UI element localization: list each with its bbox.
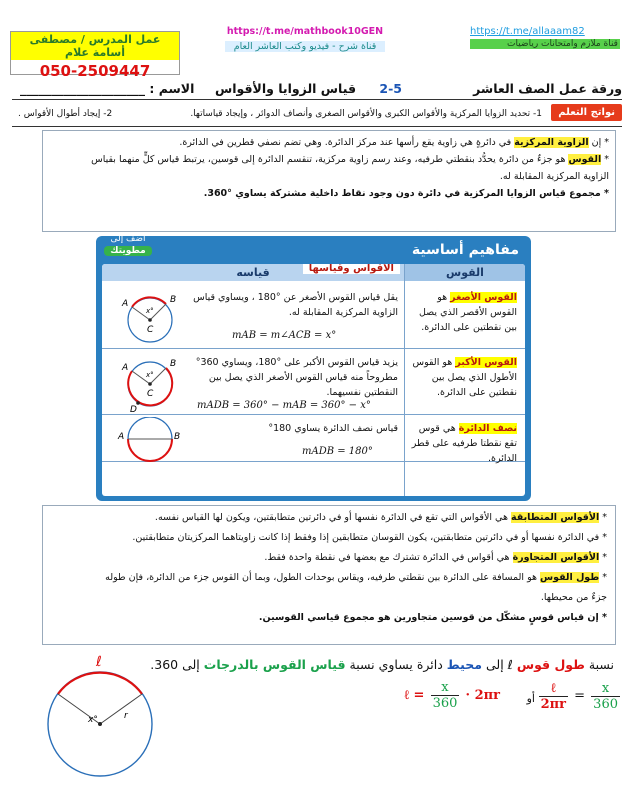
- semicircle-formula: mADB = 180°: [302, 446, 373, 457]
- teacher-box: [10, 31, 180, 80]
- concept-table: [102, 264, 525, 496]
- teacher-name: عمل المدرس / مصطفى أسامة علام: [11, 32, 179, 60]
- add-to-foldable: أضف إلى مطويتك: [104, 234, 152, 256]
- goals-badge: نواتج التعلم: [551, 104, 622, 121]
- learning-goals: [12, 104, 622, 124]
- arc-addition: * إن قياس قوسٍ مشكّل من قوسين متجاورين هو مجموع قياسي القوسين.: [258, 612, 607, 623]
- name-field[interactable]: الاسم : ____________________: [20, 81, 195, 96]
- worksheet-title: ورقة عمل الصف العاشر: [473, 81, 622, 96]
- minor-arc-formula: mAB = m∠ACB = x°: [232, 330, 337, 341]
- arc-properties-box: [42, 505, 616, 645]
- minor-arc-measure: يقل قياس القوس الأصغر عن °180 ، ويساوي قياس الزاوية المركزية المقابلة له.: [193, 292, 398, 318]
- angle-label: x°: [88, 715, 98, 725]
- mathbook-link[interactable]: https://t.me/mathbook10GEN: [226, 26, 384, 37]
- radius-label: r: [124, 711, 128, 721]
- arc-length-cont: جزءٌ من محيطها.: [540, 592, 607, 603]
- arc-length-equations: [250, 680, 630, 720]
- concept-subtitle: الأقواس وقياسها: [303, 264, 400, 274]
- lesson-number: 2-5: [379, 81, 402, 96]
- col-arc-header: القوس: [405, 264, 525, 281]
- channel-link-right[interactable]: [470, 26, 620, 49]
- equation-1: ℓ = $\frac{x}{360}$ · 2πr: [404, 680, 500, 711]
- allaaam-link[interactable]: https://t.me/allaaam82: [470, 26, 585, 37]
- semicircle-diagram: [108, 417, 188, 463]
- svg-text:B: B: [174, 432, 181, 442]
- svg-text:D: D: [130, 405, 137, 414]
- divider: [12, 126, 622, 127]
- semicircle-measure: قياس نصف الدائرة يساوي 180°: [268, 423, 398, 434]
- teacher-phone: 050-2509447: [39, 62, 151, 80]
- goal-1: 1- تحديد الزوايا المركزية والأقواس الكبرى والأقواس الصغرى وأنصاف الدوائر ، وإيجاد قياساتها.: [190, 109, 542, 119]
- major-arc-diagram: [108, 352, 188, 414]
- goal-2: 2- إيجاد أطوال الأقواس .: [18, 109, 113, 119]
- def-arc: * القوس هو جزءٌ من دائرة يحدُّد بنقطتي طرفيه، وعند رسم زاوية مركزية، تنقسم الدائرة إلى قوسين، يرتبط قياس كلٍّ منهما بقياس: [91, 154, 609, 165]
- key-concepts: [96, 236, 531, 501]
- ell-label: ℓ: [96, 654, 102, 670]
- concept-title: مفاهيم أساسية: [411, 242, 519, 258]
- svg-text:A: A: [122, 299, 129, 309]
- semicircle-def: نصف الدائرة هي قوس تقع نقطتا طرفيه على قطر الدائرة.: [411, 423, 517, 464]
- col-measure-header: قياسه: [102, 264, 404, 281]
- allaaam-subtitle: قناة ملازم وامتحانات رياضيات: [470, 39, 620, 49]
- arc-length-diagram: [40, 652, 170, 787]
- svg-text:C: C: [147, 389, 154, 399]
- title-row: [12, 78, 622, 98]
- arc-length: * طول القوس هو المسافة على الدائرة بين نقطتي طرفيه، ويقاس بوحدات الطول، وبما أن القوس جزء من الدائرة، فإن طوله: [105, 572, 607, 583]
- definitions-box: [42, 130, 616, 232]
- major-arc-def: القوس الأكبر هو القوس الأطول الذي يصل بين نقطتين على الدائرة.: [412, 357, 517, 398]
- minor-arc-def: القوس الأصغر هو القوس الأقصر الذي يصل بين نقطتين على الدائرة.: [418, 292, 517, 333]
- mathbook-subtitle: قناة شرح - فيديو وكتب العاشر العام: [225, 41, 385, 52]
- divider: [12, 99, 622, 100]
- svg-text:A: A: [118, 432, 125, 442]
- or-label: أو: [526, 692, 535, 705]
- major-arc-measure: يزيد قياس القوس الأكبر على °180، ويساوي 360° مطروحاً منه قياس القوس الأصغر الذي يصل بين النقطتين نفسيهما.: [195, 357, 398, 398]
- svg-text:x°: x°: [146, 307, 154, 315]
- congruent-arcs-rule: * في الدائرة نفسها أو في دائرتين متطابقتين، يكون القوسان متطابقين إذا وفقط إذا كانت زاويتاهما المركزيتان متطابقتين.: [132, 532, 607, 543]
- channel-link-middle[interactable]: [200, 26, 410, 52]
- minor-arc-diagram: [108, 286, 188, 346]
- arc-length-ratio: نسبة طول قوس ℓ إلى محيط دائرة يساوي نسبة قياس القوس بالدرجات إلى 360.: [150, 657, 614, 672]
- equation-2: $\frac{\text{ℓ}}{2\pi r}$ = $\frac{x}{360}$: [540, 680, 618, 712]
- svg-text:A: A: [122, 363, 129, 373]
- congruent-arcs: * الأقواس المتطابقة هي الأقواس التي تقع في الدائرة نفسها أو في دائرتين متطابقتين، ويكون لها القياس نفسه.: [154, 512, 607, 523]
- def-central-angle: * إن الزاوية المركزية في دائرةٍ هي زاوية يقع رأسها عند مركز الدائرة. وهي تضم نصفي قطرين في الدائرة.: [179, 137, 609, 148]
- svg-text:x°: x°: [146, 371, 154, 379]
- def-arc-cont: الزاوية المركزية المقابلة له.: [499, 171, 609, 182]
- svg-text:C: C: [147, 325, 154, 335]
- svg-text:B: B: [170, 359, 177, 369]
- def-sum: * مجموع قياس الزوايا المركزية في دائرة دون وجود نقاط داخلية مشتركة يساوي °360.: [203, 188, 609, 199]
- major-arc-formula: mADB = 360° − mAB = 360° − x°: [197, 400, 371, 411]
- svg-text:B: B: [170, 295, 177, 305]
- lesson-title: قياس الزوايا والأقواس: [214, 81, 356, 96]
- adjacent-arcs: * الأقواس المتجاورة هي أقواس في الدائرة تشترك مع بعضها في نقطة واحدة فقط.: [264, 552, 607, 563]
